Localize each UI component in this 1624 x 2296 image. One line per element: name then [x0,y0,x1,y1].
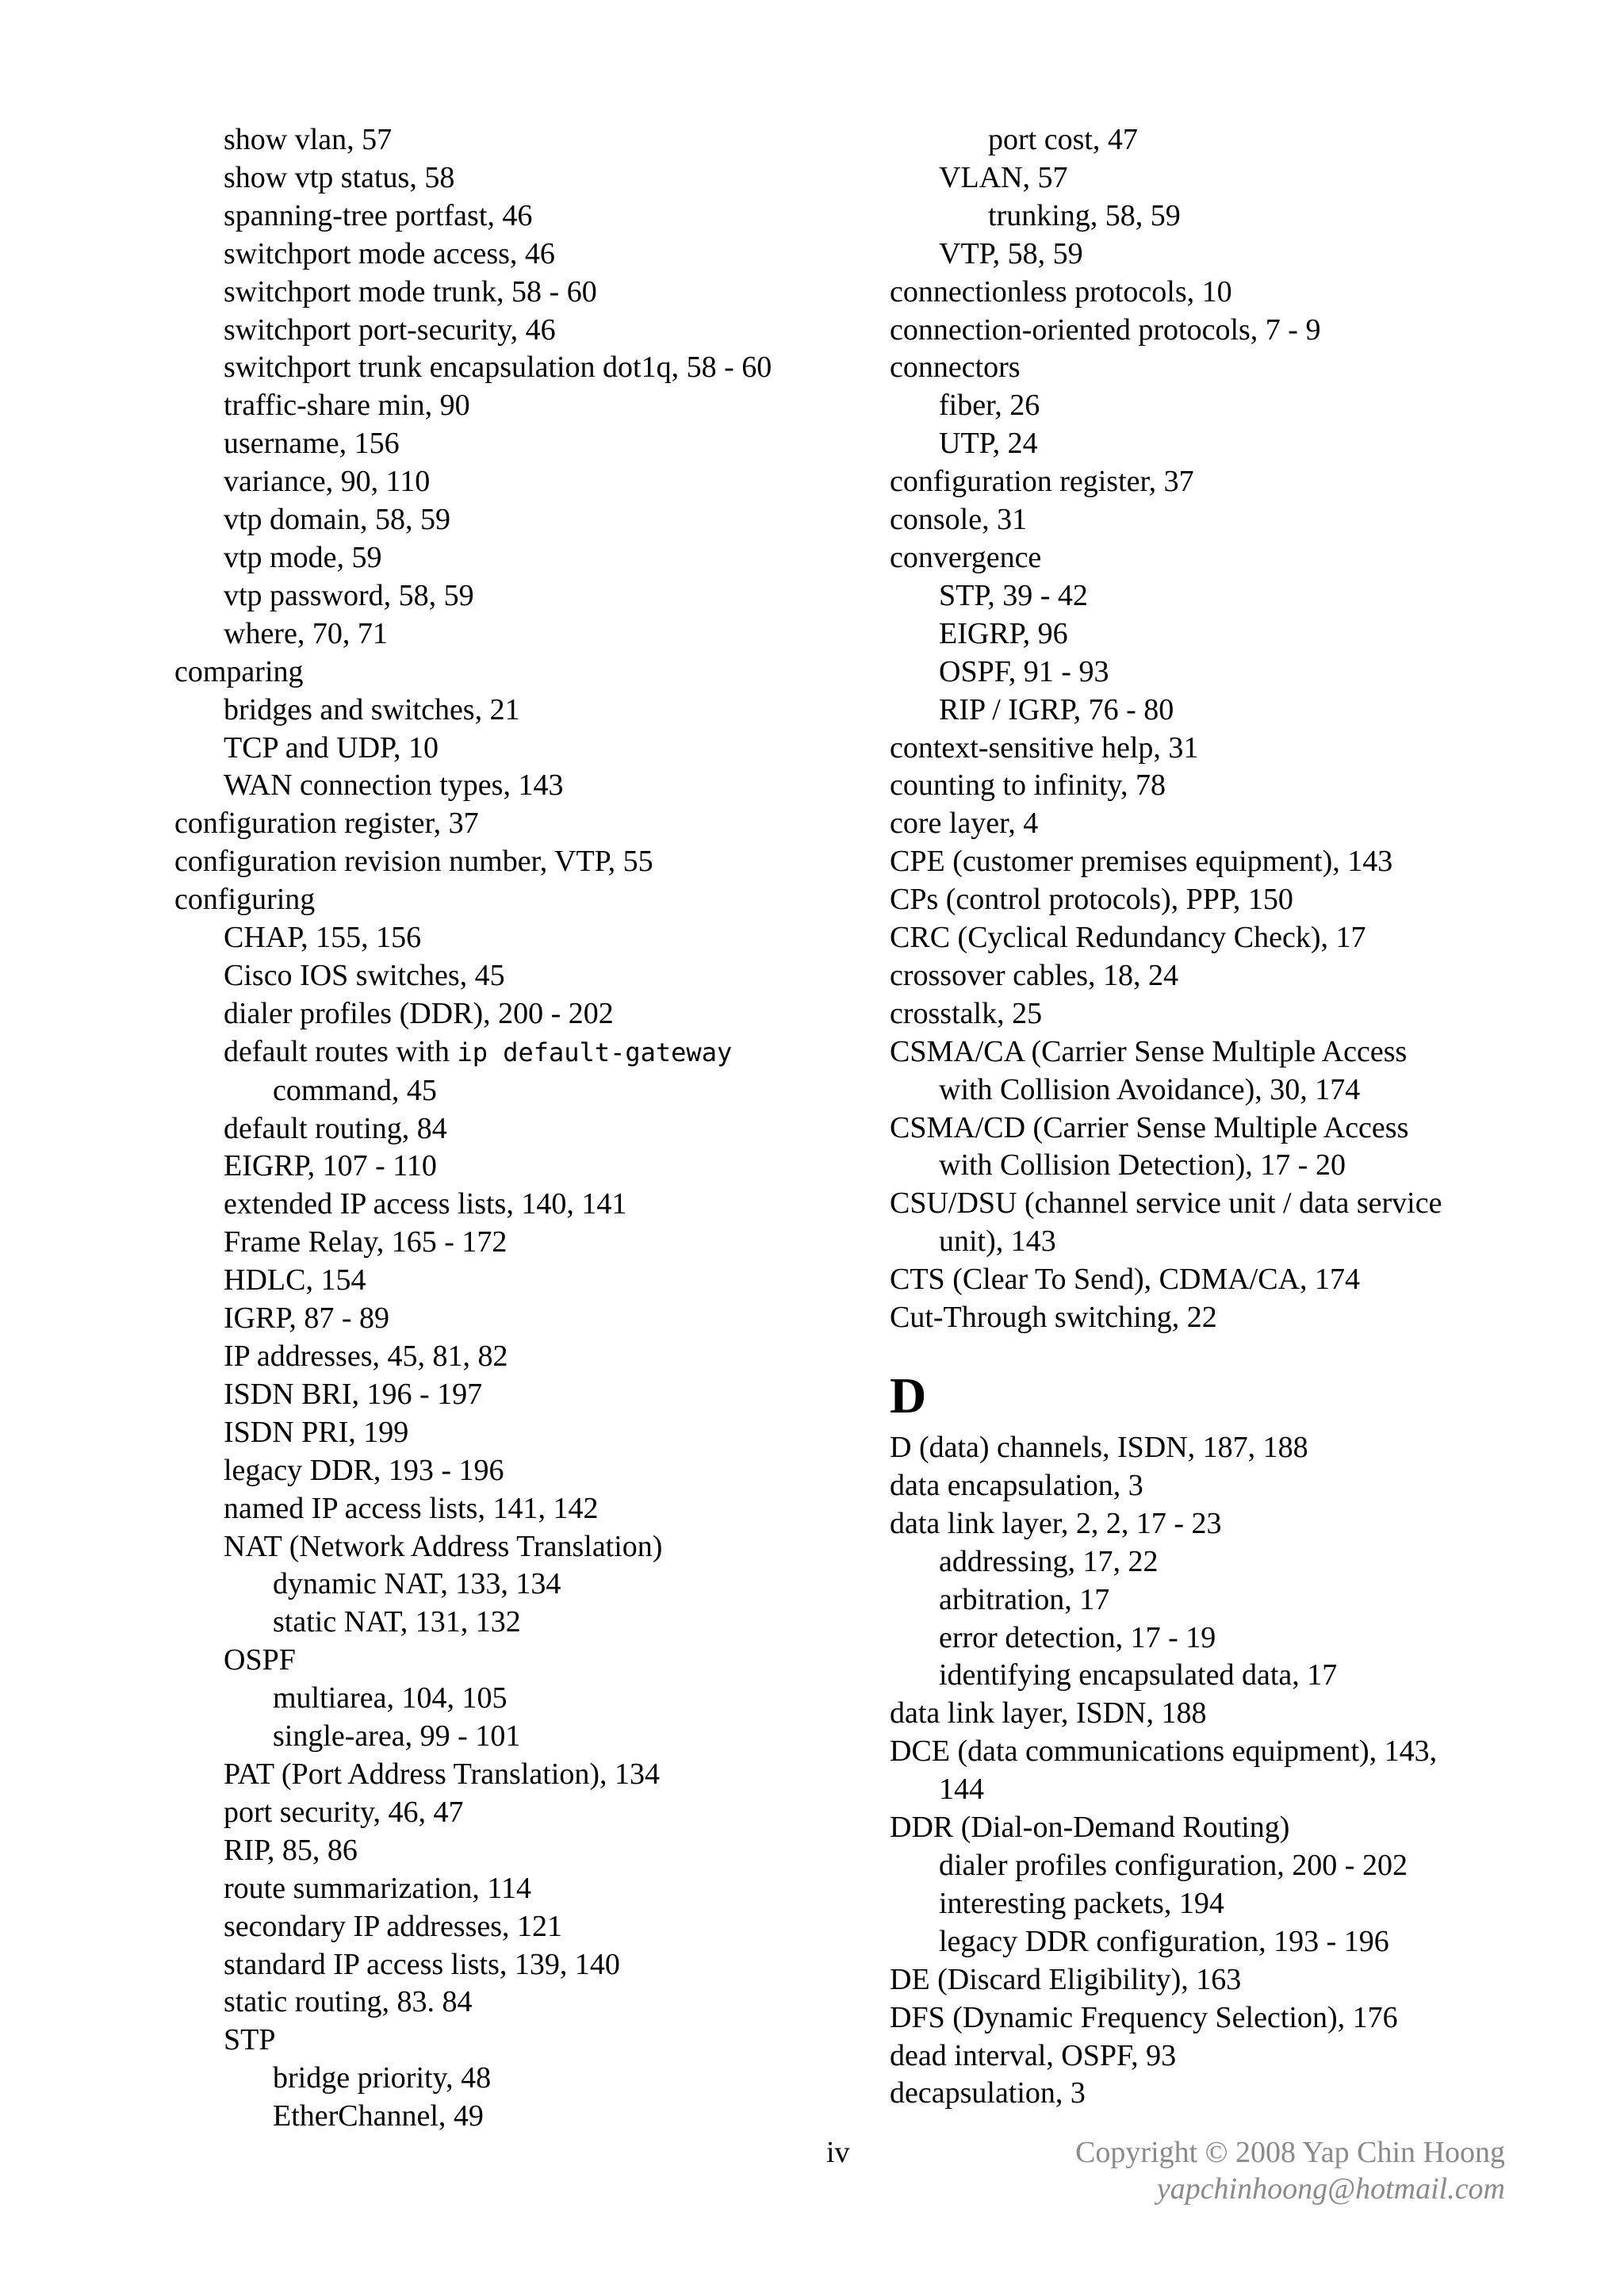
index-entry [890,1999,1588,2037]
index-entry-text: console, 31 [890,503,1028,537]
index-entry-text: trunking, 58, 59 [988,198,1181,232]
index-entry-text: ISDN PRI, 199 [224,1415,409,1449]
index-entry-text: static NAT, 131, 132 [273,1605,521,1639]
index-entry [174,2060,856,2098]
index-entry-text: CSMA/CD (Carrier Sense Multiple Access [890,1110,1409,1144]
index-entry-text: DCE (data communications equipment), 143, [890,1734,1438,1769]
index-entry [890,1581,1588,1619]
index-entry-text: addressing, 17, 22 [939,1544,1159,1578]
index-entry [174,1338,856,1376]
index-entry [174,957,856,995]
index-entry [890,1771,1588,1809]
index-entry [174,1414,856,1452]
index-entry [174,312,856,350]
index-entry [890,1110,1588,1148]
index-entry-text: spanning-tree portfast, 46 [224,198,533,232]
index-entry-text: bridge priority, 48 [273,2061,492,2095]
index-entry [890,881,1588,919]
index-right-bottom-entries [890,1429,1588,2113]
index-entry-text: configuration revision number, VTP, 55 [174,845,653,879]
index-entry [890,1885,1588,1923]
index-entry-text: switchport trunk encapsulation dot1q, 58 - 60 [224,351,772,385]
index-entry-text: data encapsulation, 3 [890,1468,1143,1502]
index-entry-text: decapsulation, 3 [890,2076,1086,2110]
index-entry [890,236,1588,274]
index-entry [174,1262,856,1300]
index-entry [890,919,1588,957]
index-entry-text: EIGRP, 107 - 110 [224,1149,437,1183]
index-entry [890,577,1588,615]
page-footer [0,2133,1624,2221]
index-entry [890,463,1588,501]
index-entry [174,1376,856,1414]
index-entry-text: VTP, 58, 59 [939,236,1083,270]
index-entry [174,615,856,654]
index-entry [890,1261,1588,1299]
index-entry-text: fiber, 26 [939,389,1040,423]
index-entry [890,1657,1588,1695]
index-entry [174,1756,856,1794]
index-entry-text: configuration register, 37 [174,807,479,841]
index-entry-text: where, 70, 71 [224,616,388,650]
index-entry-text: default routes with [224,1034,458,1068]
index-entry [890,274,1588,312]
index-entry-text: WAN connection types, 143 [224,769,564,803]
index-entry-text: data link layer, ISDN, 188 [890,1696,1207,1731]
index-entry-text: identifying encapsulated data, 17 [939,1658,1338,1692]
index-entry [890,654,1588,692]
index-entry-text: CPE (customer premises equipment), 143 [890,845,1393,879]
index-entry-text: extended IP access lists, 140, 141 [224,1187,627,1221]
index-entry [174,539,856,577]
index-entry [890,1543,1588,1581]
index-entry-text: CRC (Cyclical Redundancy Check), 17 [890,921,1366,955]
index-entry [174,1832,856,1870]
index-entry-text: legacy DDR, 193 - 196 [224,1453,504,1487]
index-entry [890,1071,1588,1110]
index-entry-text: port cost, 47 [988,123,1138,156]
index-entry [174,805,856,843]
index-entry [174,1300,856,1338]
index-entry [890,1847,1588,1885]
index-entry-text: vtp mode, 59 [224,540,382,574]
index-entry [890,2075,1588,2113]
index-entry-text: username, 156 [224,427,400,461]
index-entry-text: Frame Relay, 165 - 172 [224,1225,508,1259]
index-entry [174,1033,856,1072]
index-entry-text: variance, 90, 110 [224,465,431,499]
index-entry-text: dialer profiles (DDR), 200 - 202 [224,996,614,1030]
index-entry [174,654,856,692]
index-entry [890,387,1588,425]
index-entry-text: single-area, 99 - 101 [273,1719,521,1754]
index-entry [890,501,1588,539]
index-entry-text: default routing, 84 [224,1111,447,1145]
index-entry-text: DDR (Dial-on-Demand Routing) [890,1811,1290,1845]
index-entry [890,1923,1588,1961]
index-entry [890,767,1588,805]
index-entry-text: convergence [890,540,1042,574]
page-number: iv [826,2136,850,2169]
index-entry-text: configuring [174,883,316,917]
index-entry [890,539,1588,577]
index-entry-text: show vtp status, 58 [224,160,455,194]
index-entry [890,1695,1588,1733]
index-entry [174,692,856,730]
index-entry-text: configuration register, 37 [890,465,1194,499]
index-entry-text: with Collision Detection), 17 - 20 [939,1148,1346,1182]
index-entry-text: standard IP access lists, 139, 140 [224,1947,620,1981]
index-entry-text: connectionless protocols, 10 [890,274,1232,309]
index-entry-text: 144 [939,1773,984,1807]
index-entry-text: named IP access lists, 141, 142 [224,1491,599,1525]
index-entry [174,1870,856,1908]
index-entry [890,1185,1588,1223]
index-entry-text: route summarization, 114 [224,1871,531,1905]
index-entry-text: VLAN, 57 [939,160,1068,194]
index-entry-text: CTS (Clear To Send), CDMA/CA, 174 [890,1263,1361,1297]
index-entry-text: D (data) channels, ISDN, 187, 188 [890,1431,1308,1464]
index-entry [890,1299,1588,1337]
index-entry [174,1148,856,1186]
index-entry [890,349,1588,387]
index-entry-text: interesting packets, 194 [939,1886,1224,1920]
index-entry-text: connection-oriented protocols, 7 - 9 [890,312,1321,347]
index-entry [174,1642,856,1680]
index-entry [174,1604,856,1642]
index-entry [174,767,856,805]
index-entry-text: Cisco IOS switches, 45 [224,958,505,992]
index-entry-text: crossover cables, 18, 24 [890,958,1179,992]
index-entry [174,387,856,425]
index-entry [174,1452,856,1490]
index-entry [890,1429,1588,1467]
index-entry [174,1680,856,1718]
index-entry-text: error detection, 17 - 19 [939,1620,1216,1654]
index-entry-text: multiarea, 104, 105 [273,1681,508,1715]
index-entry [890,692,1588,730]
index-right-column [890,121,1588,2113]
index-entry-text: comparing [174,654,304,688]
index-entry-text: dead interval, OSPF, 93 [890,2038,1177,2072]
index-entry [890,1505,1588,1543]
index-entry-text: with Collision Avoidance), 30, 174 [939,1072,1361,1106]
index-entry-text: STP, 39 - 42 [939,578,1088,612]
index-entry [174,2022,856,2060]
section-letter-d: D [890,1367,927,1424]
author-email: yapchinhoong@hotmail.com [1156,2172,1505,2206]
index-entry-text: EIGRP, 96 [939,616,1068,650]
index-entry [890,1809,1588,1847]
index-entry [174,2098,856,2136]
index-entry [174,236,856,274]
index-left-column [174,121,856,2136]
index-entry-text: unit), 143 [939,1225,1056,1259]
index-entry [890,843,1588,881]
index-entry-text: OSPF, 91 - 93 [939,654,1109,688]
index-entry [890,2037,1588,2076]
index-entry-text: dynamic NAT, 133, 134 [273,1567,561,1601]
index-entry-text: crosstalk, 25 [890,996,1043,1030]
index-entry [890,312,1588,350]
index-entry-text: data link layer, 2, 2, 17 - 23 [890,1506,1222,1540]
index-right-top-entries [890,121,1588,1337]
index-entry [174,1946,856,1984]
index-entry-text: vtp domain, 58, 59 [224,503,451,537]
index-entry [174,1566,856,1604]
index-entry-text: UTP, 24 [939,427,1038,461]
index-entry-text: context-sensitive help, 31 [890,730,1199,765]
index-entry [174,1186,856,1224]
index-entry-text: STP [224,2023,276,2057]
index-entry-text: ISDN BRI, 196 - 197 [224,1377,483,1411]
index-entry-text: bridges and switches, 21 [224,692,520,726]
index-entry [174,463,856,501]
index-entry-text: DFS (Dynamic Frequency Selection), 176 [890,2000,1398,2034]
index-entry [890,957,1588,995]
index-entry-text: connectors [890,351,1021,385]
index-entry-text: IP addresses, 45, 81, 82 [224,1340,508,1373]
index-entry-text: PAT (Port Address Translation), 134 [224,1757,661,1791]
index-entry-text: traffic-share min, 90 [224,389,470,423]
index-entry [174,121,856,159]
index-entry [174,425,856,463]
index-entry-text: OSPF [224,1643,296,1677]
index-entry-text: dialer profiles configuration, 200 - 202 [939,1848,1408,1882]
index-entry [174,995,856,1033]
index-entry [890,805,1588,843]
index-entry [174,881,856,919]
index-entry [890,159,1588,197]
index-entry-text: core layer, 4 [890,807,1039,841]
index-entry-text: CHAP, 155, 156 [224,921,422,955]
index-entry-text: command, 45 [273,1073,437,1107]
index-entry [174,1984,856,2022]
index-entry [890,121,1588,159]
index-entry [174,1908,856,1946]
index-entry-text: secondary IP addresses, 121 [224,1909,563,1943]
index-entry-text: EtherChannel, 49 [273,2099,484,2133]
index-entry [890,1467,1588,1505]
index-entry-text: Cut-Through switching, 22 [890,1301,1217,1335]
index-entry [890,425,1588,463]
index-entry [890,615,1588,654]
index-entry [890,1961,1588,1999]
index-entry [174,274,856,312]
index-entry-text: switchport mode trunk, 58 - 60 [224,274,597,309]
index-entry [174,1072,856,1110]
index-entry-code: ip default-gateway [457,1037,733,1068]
index-entry [174,1490,856,1528]
index-entry-text: port security, 46, 47 [224,1795,464,1829]
index-entry-text: CSMA/CA (Carrier Sense Multiple Access [890,1034,1408,1068]
index-entry [174,1718,856,1756]
index-entry [174,1224,856,1262]
index-entry [890,197,1588,236]
index-entry-text: TCP and UDP, 10 [224,730,439,765]
index-entry-text: vtp password, 58, 59 [224,578,474,612]
index-entry-text: CSU/DSU (channel service unit / data service [890,1186,1442,1221]
index-entry [890,1033,1588,1071]
index-entry-text: arbitration, 17 [939,1582,1110,1616]
index-entry-text: switchport port-security, 46 [224,312,556,347]
index-entry [174,577,856,615]
index-entry [890,730,1588,768]
index-entry [174,501,856,539]
index-entry [174,843,856,881]
copyright-notice: Copyright © 2008 Yap Chin Hoong [1075,2136,1505,2169]
index-entry-text: DE (Discard Eligibility), 163 [890,1962,1242,1996]
index-entry-text: legacy DDR configuration, 193 - 196 [939,1924,1389,1958]
index-entry [174,1794,856,1832]
index-entry-text: switchport mode access, 46 [224,236,555,270]
index-entry [174,919,856,957]
index-entry [174,1110,856,1148]
index-entry-text: RIP, 85, 86 [224,1833,358,1867]
index-entry-text: counting to infinity, 78 [890,769,1166,803]
index-entry-text: CPs (control protocols), PPP, 150 [890,883,1293,917]
index-entry [174,349,856,387]
index-entry [174,159,856,197]
index-entry [890,1147,1588,1185]
index-entry-text: static routing, 83. 84 [224,1985,473,2019]
index-entry [890,995,1588,1033]
index-entry-text: HDLC, 154 [224,1263,366,1297]
index-entry [890,1619,1588,1658]
index-entry-text: NAT (Network Address Translation) [224,1529,663,1563]
index-entry-text: RIP / IGRP, 76 - 80 [939,692,1174,726]
index-entry-text: show vlan, 57 [224,123,393,156]
index-entry [174,197,856,236]
index-entry-text: IGRP, 87 - 89 [224,1301,390,1336]
index-entry [890,1223,1588,1261]
index-entry [174,730,856,768]
index-entry [174,1528,856,1566]
index-entry [890,1733,1588,1771]
